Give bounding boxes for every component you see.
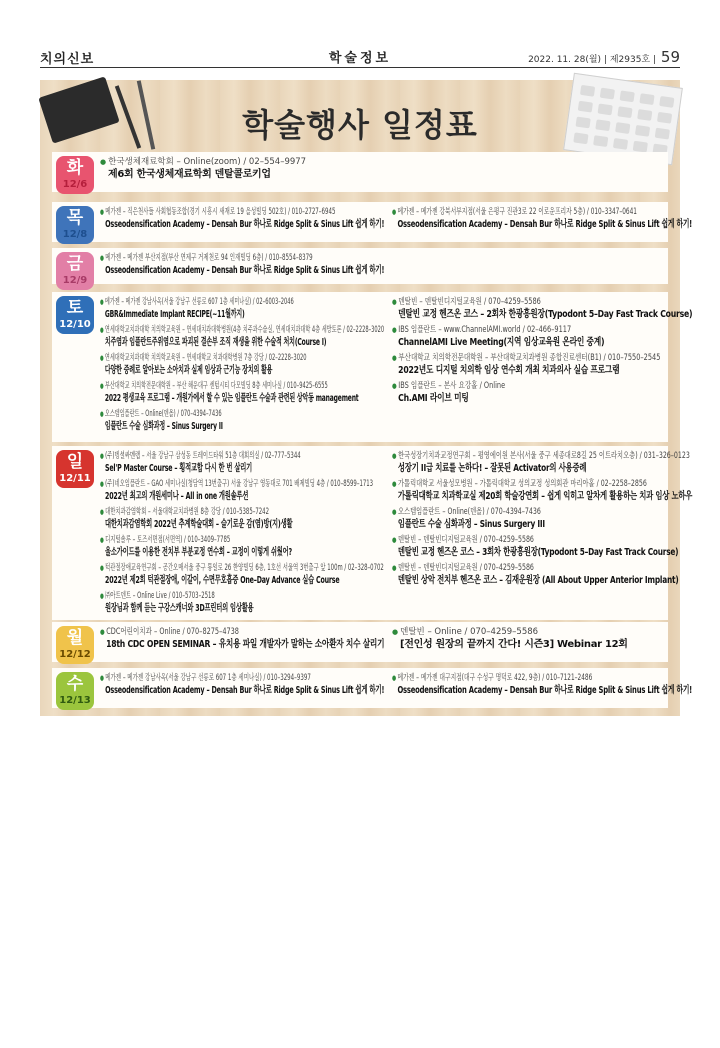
event-organizer: ● 메가젠 – 메가젠 대구지점(대구 수성구 명덕로 422, 9층) / 010–7121–2486 <box>392 672 692 684</box>
event-title: 가톨릭대학교 치과학교실 제20회 학술강연회 – 쉽게 익히고 알차게 활용하는 치과 임상 노하우 <box>397 491 693 502</box>
event-title: Osseodensification Academy – Densah Bur 하나로 Ridge Split & Sinus Lift 쉽게 하기! <box>105 685 385 696</box>
day-block <box>52 446 693 620</box>
right-column <box>392 626 628 654</box>
day-block <box>52 668 693 708</box>
event-organizer: ● 오스템임플란트 – Online(덴올) / 070–4394–7436 <box>100 408 384 420</box>
day-block <box>52 152 668 192</box>
day-block <box>52 292 693 442</box>
event-organizer: ● 오스템임플란트 – Online(덴올) / 070–4394–7436 <box>392 506 692 518</box>
event-item <box>392 478 720 503</box>
event-title: Osseodensification Academy – Densah Bur 하나로 Ridge Split & Sinus Lift 쉽게 하기! <box>397 219 693 230</box>
day-block <box>52 248 668 284</box>
day-label <box>56 672 94 710</box>
day-date: 12/6 <box>62 179 88 190</box>
event-item <box>392 352 720 377</box>
event-item <box>392 672 720 697</box>
event-title: 제6회 한국생체재료학회 덴탈콜로키업 <box>108 169 271 180</box>
event-organizer: ● 덴탈빈 – Online / 070–4259–5586 <box>392 626 628 638</box>
event-title: 원장님과 함께 듣는 구강스캐너와 3D프린터의 임상활용 <box>105 603 254 614</box>
weekday: 일 <box>66 452 84 472</box>
weekday: 화 <box>66 158 84 178</box>
event-organizer: ● (주)네오임플란트 – GAO 세미나실(청담역 13번출구) 서울 강남구 영동대로 701 배제빌딩 4층 / 010–8599–1713 <box>100 478 384 490</box>
event-item <box>392 206 720 231</box>
event-organizer: ● ㈜아트덴트 – Online Live / 010–5703–2518 <box>100 590 384 602</box>
event-item <box>100 252 541 277</box>
event-organizer: ● IBS 임플란트 – www.ChannelAMI.world / 02–466–9117 <box>392 324 692 336</box>
day-block <box>52 622 668 662</box>
event-organizer: ● 메가젠 – 메가젠 강남사옥(서울 강남구 선릉로 607 1층 세미나실) / 010–3294–9397 <box>100 672 384 684</box>
event-organizer: ● 부산대학교 치의학전문대학원 – 부산 해운대구 센텀시티 다모빌딩 8층 세미나실 / 010–9425–6555 <box>100 380 384 392</box>
event-item <box>100 590 552 615</box>
day-label <box>56 206 94 244</box>
event-title: 덴탈빈 교정 헨즈온 코스 – 3회차 한광흥원장(Typodont 5–Day Fast Track Course) <box>397 547 679 558</box>
issue-date: 2022. 11. 28(월) <box>528 55 602 65</box>
event-item <box>100 156 306 181</box>
event-title: 대한치과감염학회 2022년 추계학술대회 – 슬기로운 감(염)방(지)생활 <box>105 519 293 530</box>
page-number: 59 <box>660 48 680 66</box>
day-date: 12/11 <box>59 473 91 484</box>
event-title: ChannelAMI Live Meeting(지역 임상교육원 온라인 중계) <box>398 337 605 348</box>
event-item <box>392 506 720 531</box>
event-item <box>100 408 572 433</box>
event-item <box>392 380 720 405</box>
right-column <box>392 672 720 700</box>
event-organizer: ● 메가젠 – 메가젠 강북서부지점(서울 은평구 진관3로 22 이로운프리자 5층) / 010–3347–0641 <box>392 206 692 218</box>
event-organizer: ● IBS 임플란트 – 본사 요강홀 / Online <box>392 380 692 392</box>
right-column <box>392 450 720 590</box>
left-column <box>100 156 306 184</box>
event-organizer: ● 메가젠 – 메가젠 강남사옥(서울 강남구 선릉로 607 1층 세미나실) / 02–6003–2046 <box>100 296 384 308</box>
paper-name: 치의신보 <box>40 52 95 67</box>
event-organizer: ● 부산대학교 치의학전문대학원 – 부산대학교치과병원 종합진료센터(B1) / 010–7550–2545 <box>392 352 692 364</box>
event-item <box>392 324 720 349</box>
event-item <box>392 450 720 475</box>
day-date: 12/9 <box>62 275 88 286</box>
left-column <box>100 252 541 280</box>
event-title: 임플란트 수술 심화과정 – Sinus Surgery II <box>104 421 223 432</box>
event-title: 2022년 제2회 턱관절장애, 이갈이, 수면무호흡증 One–Day Advance 실습 Course <box>105 575 340 586</box>
event-organizer: ● 가톨릭대학교 서울성모병원 – 가톨릭대학교 성의교정 성의회관 마리아홀 / 02–2258–2856 <box>392 478 692 490</box>
event-title: Sel'P Master Course – 횡적교합 다시 한 번 살리기 <box>105 463 252 474</box>
right-column <box>392 296 720 408</box>
page-header <box>40 46 680 68</box>
event-title: Osseodensification Academy – Densah Bur 하나로 Ridge Split & Sinus Lift 쉽게 하기! <box>397 685 693 696</box>
event-title: 치주염과 임플란트주위염으로 파괴된 결손부 조직 재생을 위한 수술적 처치(Course I) <box>104 337 327 348</box>
event-organizer: ● 한국성장기치과교정연구회 – 평영에이원 본사(서울 중구 세종대로8길 25 이트라치오층) / 031–326–0123 <box>392 450 692 462</box>
weekday: 목 <box>66 208 84 228</box>
event-title: [전인성 원장의 끝까지 간다! 시즌3] Webinar 12회 <box>400 639 628 650</box>
weekday: 금 <box>66 254 84 274</box>
event-title: 울소가이드를 이용한 전치부 부분교정 연수회 – 교정이 이렇게 쉬웠어? <box>105 547 293 558</box>
section-title: 학술정보 <box>328 51 392 66</box>
event-organizer: ● 연세대학교치과대학 치의학교육원 – 연세대치과대학병원(4층 치주과수술실, 연세대치과대학 4층 세방토론 / 02–2228–3020 <box>100 324 384 336</box>
event-organizer: ● CDC어린이치과 – Online / 070–8275–4738 <box>100 626 384 638</box>
day-label <box>56 296 94 334</box>
event-title: 2022년도 디지털 치의학 임상 연수회 개최 치과의사 실습 프로그램 <box>398 365 620 376</box>
day-date: 12/10 <box>59 319 91 330</box>
event-organizer: ● 한국생체재료학회 – Online(zoom) / 02–554–9977 <box>100 156 306 168</box>
event-title: Ch.AMI 라이브 미팅 <box>398 393 469 404</box>
event-organizer: ● 메가젠 – 메가젠 부산지점(부산 연제구 거제천로 94 인재빌딩 6층) / 010–8554–8379 <box>100 252 384 264</box>
event-title: 다양한 증례로 알아보는 소아치과 실제 임상과 근기능 장치의 활용 <box>104 365 273 376</box>
event-title: Osseodensification Academy – Densah Bur 하나로 Ridge Split & Sinus Lift 쉽게 하기! <box>105 265 385 276</box>
day-block <box>52 202 693 242</box>
event-title: 18th CDC OPEN SEMINAR – 유치용 파일 개발자가 말하는 소아환자 치수 살리기 <box>106 639 385 650</box>
event-item <box>392 562 720 587</box>
day-label <box>56 626 94 664</box>
event-title: 2022년 최고의 개원세미나 – All in one 개원솔루션 <box>105 491 249 502</box>
issue-number: 제2935호 <box>609 55 651 65</box>
weekday: 수 <box>66 674 84 694</box>
weekday: 월 <box>66 628 84 648</box>
page-title: 학술행사 일정표 <box>242 106 478 144</box>
event-title: 2022 평생교육 프로그램 – 개원가에서 할 수 있는 임플란트 수술과 관련된 상악동 management <box>104 393 359 404</box>
weekday: 토 <box>66 298 84 318</box>
event-item <box>392 534 720 559</box>
schedule-board <box>40 80 693 716</box>
right-column <box>392 206 720 234</box>
event-title: 성장기 II급 치료를 논하다! – 잘못된 Activator의 사용증례 <box>397 463 587 474</box>
event-organizer: ● (주)뎅셜싸멘랩 – 서울 강남구 삼성동 트레이드타워 51층 대회의실 / 02–777–5344 <box>100 450 384 462</box>
issue-info: 2022. 11. 28(월) | 제2935호 | 59 <box>528 48 680 66</box>
event-title: 덴탈빈 교정 헨즈온 코스 – 2회차 한광흥원장(Typodont 5–Day Fast Track Course) <box>398 309 693 320</box>
event-title: 임플란트 수술 심화과정 – Sinus Surgery III <box>397 519 545 530</box>
event-item <box>392 626 628 651</box>
event-title: 덴탈빈 상악 전치부 헨즈온 코스 – 김재운원장 (All About Upper Anterior Implant) <box>397 575 679 586</box>
event-item <box>392 296 720 321</box>
day-date: 12/12 <box>59 649 91 660</box>
event-organizer: ● 덴탈빈 – 덴탈빈디지털교육원 / 070–4259–5586 <box>392 562 692 574</box>
day-label <box>56 252 94 290</box>
day-date: 12/13 <box>59 695 91 706</box>
event-organizer: ● 디지털솔루 – 토즈서면점(서면역) / 010–3409–7785 <box>100 534 384 546</box>
day-label <box>56 450 94 488</box>
event-organizer: ● 턱관절장애교육연구회 – 공간오매서울 중구 통일로 26 한양빌딩 6층, 1호선 서울역 3번출구 앞 100m / 02–328–0702 <box>100 562 384 574</box>
event-organizer: ● 대한치과감염학회 – 서울대학교치과병원 8층 강당 / 010–5385–7242 <box>100 506 384 518</box>
day-label <box>56 156 94 194</box>
event-organizer: ● 연세대학교치과대학 치의학교육원 – 연세대학교 치과대학병원 7층 강당 / 02–2228–3020 <box>100 352 384 364</box>
event-organizer: ● 덴탈빈 – 덴탈빈디지털교육원 / 070–4259–5586 <box>392 534 692 546</box>
event-title: Osseodensification Academy – Densah Bur 하나로 Ridge Split & Sinus Lift 쉽게 하기! <box>105 219 385 230</box>
event-title: GBR&Immediate Implant RECIPE(~11월까지) <box>104 309 245 320</box>
day-date: 12/8 <box>62 229 88 240</box>
event-organizer: ● 메가젠 – 직은천사들 사회협동조합(경기 시흥시 새재로 19 을성빌딩 502호) / 010–2727–6945 <box>100 206 384 218</box>
event-organizer: ● 덴탈빈 – 덴탈빈디지털교육원 / 070–4259–5586 <box>392 296 692 308</box>
